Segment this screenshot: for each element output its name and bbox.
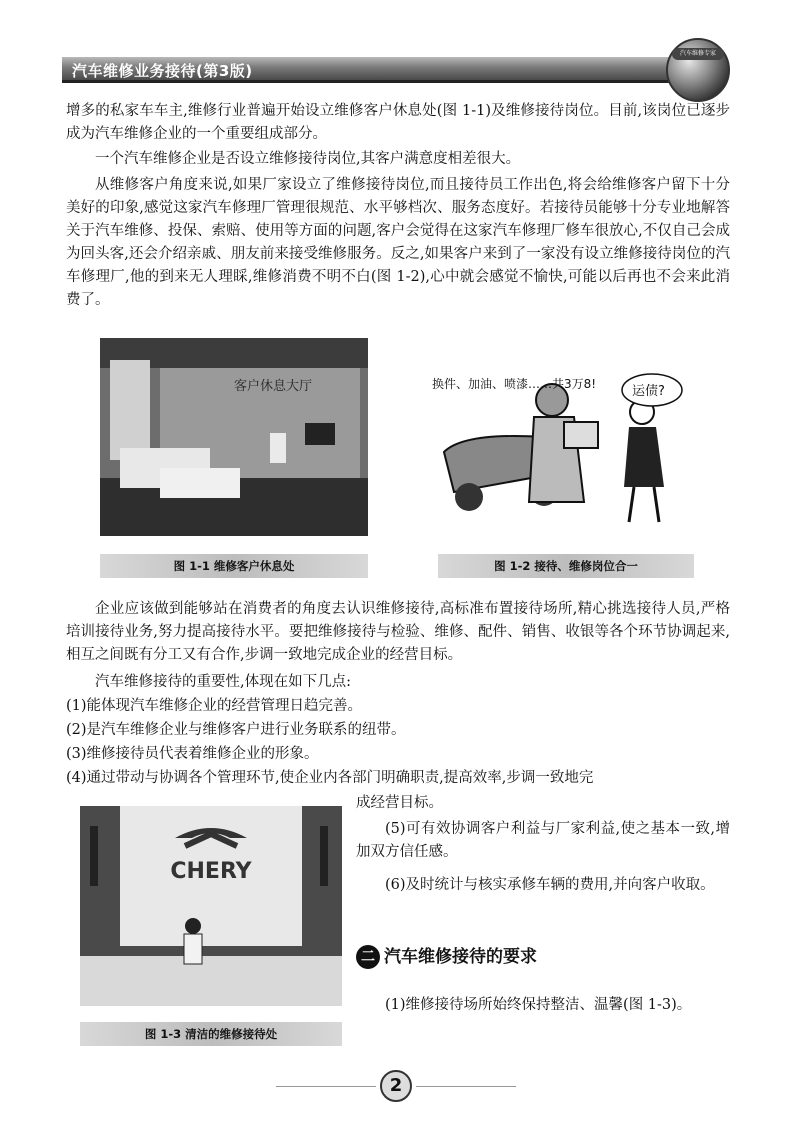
paragraph-5: 汽车维修接待的重要性,体现在如下几点:	[95, 674, 351, 690]
section-title: 汽车维修接待的要求	[384, 947, 537, 967]
paragraph-3: 从维修客户角度来说,如果厂家设立了维修接待岗位,而且接待员工作出色,将会给维修客户留下十分美好的印象,感觉这家汽车修理厂管理很规范、水平够档次、服务态度好。若接待员能够十分专业地解答关于汽车维修、投保、索赔、使用等方面的问题,客户会觉得在这家汽车修理厂修车很放心,不仅自己会成为回头客,还会介绍亲戚、朋友前来接受维修服务。反之,如果客户来到了一家没有设立维修接待岗位的汽车修理厂,他的到来无人理睬,维修消费不明不白(图 1-2),心中就会感觉不愉快,可能以后再也不会来此消费了。	[66, 177, 730, 308]
globe-logo	[666, 38, 730, 102]
page-rule-right	[416, 1086, 516, 1087]
book-title: 汽车维修业务接待(第3版)	[72, 62, 253, 80]
figure-1-2-caption: 图 1-2 接待、维修岗位合一	[438, 554, 694, 578]
paragraph-1: 增多的私家车车主,维修行业普遍开始设立维修客户休息处(图 1-1)及维修接待岗位。目前,该岗位已逐步成为汽车维修企业的一个重要组成部分。	[66, 103, 730, 142]
list-item-4: (4)通过带动与协调各个管理环节,使企业内各部门明确职责,提高效率,步调一致地完	[66, 770, 594, 786]
reception-photo	[80, 806, 342, 1006]
cartoon-illustration	[424, 362, 704, 536]
lounge-sign: 客户休息大厅	[234, 379, 313, 394]
list-item-3: (3)维修接待员代表着维修企业的形象。	[66, 746, 319, 762]
paragraph-4: 企业应该做到能够站在消费者的角度去认识维修接待,高标准布置接待场所,精心挑选接待人员,严格培训接待业务,努力提高接待水平。要把维修接待与检验、维修、配件、销售、收银等各个环节协调起来,相互之间既有分工又有合作,步调一致地完成企业的经营目标。	[66, 601, 730, 663]
list-item-5: (5)可有效协调客户利益与厂家利益,使之基本一致,增加双方信任感。	[356, 821, 730, 860]
chery-brand: CHERY	[170, 859, 252, 884]
page-rule-left	[276, 1086, 376, 1087]
figure-1-3-caption: 图 1-3 清洁的维修接待处	[80, 1022, 342, 1046]
requirement-1: (1)维修接待场所始终保持整洁、温馨(图 1-3)。	[385, 997, 692, 1013]
section-heading	[356, 943, 537, 971]
figure-1-1-caption: 图 1-1 维修客户休息处	[100, 554, 368, 578]
list-item-2: (2)是汽车维修企业与维修客户进行业务联系的纽带。	[66, 722, 406, 738]
list-item-4-cont: 成经营目标。	[356, 795, 443, 811]
lounge-photo	[100, 338, 368, 536]
paragraph-2: 一个汽车维修企业是否设立维修接待岗位,其客户满意度相差很大。	[95, 151, 521, 167]
logo-text: 汽车维修专家	[672, 48, 724, 60]
page-number: 2	[380, 1070, 412, 1102]
section-number: 二	[356, 945, 380, 969]
bubble-customer: 运债?	[632, 384, 665, 399]
list-item-6: (6)及时统计与核实承修车辆的费用,并向客户收取。	[385, 877, 715, 893]
list-item-1: (1)能体现汽车维修企业的经营管理日趋完善。	[66, 698, 363, 714]
bubble-mechanic: 换件、加油、喷漆……共3万8!	[432, 377, 597, 391]
